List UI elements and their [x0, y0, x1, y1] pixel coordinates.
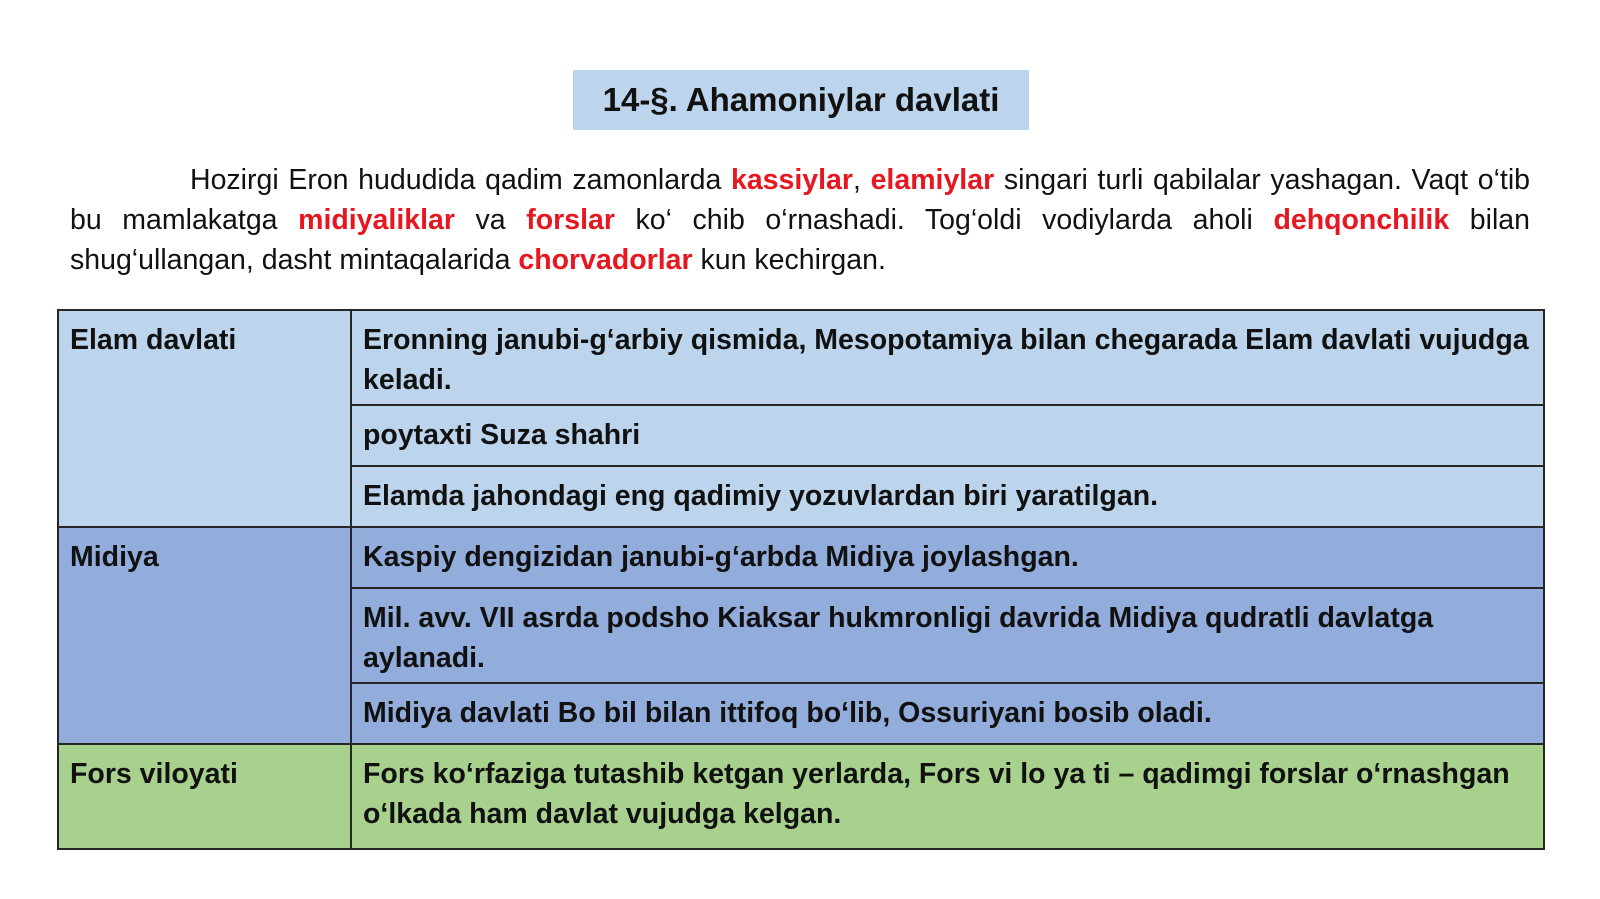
intro-highlight-dehqonchilik: dehqonchilik: [1273, 204, 1450, 236]
table-row: [58, 744, 1544, 849]
intro-highlight-forslar: forslar: [526, 204, 615, 236]
intro-text: Hozirgi Eron hududida qadim zamonlarda: [190, 164, 731, 196]
intro-highlight-elamiylar: elamiylar: [870, 164, 995, 196]
intro-highlight-kassiylar: kassiylar: [730, 164, 853, 196]
fact-cell: Midiya davlati Bo bil bilan ittifoq bo‘lib, Ossuriyani bosib oladi.: [351, 683, 1544, 744]
table-row: [58, 527, 1544, 588]
intro-text: singari turli qabilalar yashagan. Vaqt o‘tib bu mamlakatga: [70, 164, 1530, 236]
fact-cell: Kaspiy dengizidan janubi-g‘arbda Midiya joylashgan.: [351, 527, 1544, 588]
intro-text: ko‘ chib o‘rnashadi. Tog‘oldi vodiylarda aholi: [614, 204, 1274, 236]
state-name-cell: Elam davlati: [58, 310, 351, 527]
intro-highlight-chorvadorlar: chorvadorlar: [518, 244, 693, 276]
fact-cell: poytaxti Suza shahri: [351, 405, 1544, 466]
fact-cell: Elamda jahondagi eng qadimiy yozuvlardan biri yaratilgan.: [351, 466, 1544, 527]
intro-text: kun kechirgan.: [692, 244, 886, 276]
states-table: [57, 309, 1545, 850]
table-row: [58, 310, 1544, 405]
state-name-cell: Midiya: [58, 527, 351, 744]
page-title: 14-§. Ahamoniylar davlati: [573, 70, 1029, 130]
fact-cell: Fors ko‘rfaziga tutashib ketgan yerlarda, Fors vi lo ya ti – qadimgi forslar o‘rnashgan o‘lkada ham davlat vujudga kelgan.: [351, 744, 1544, 849]
intro-text: va: [454, 204, 527, 236]
intro-paragraph: [70, 160, 1530, 280]
fact-cell: Eronning janubi-g‘arbiy qismida, Mesopotamiya bilan chegarada Elam davlati vujudga keladi.: [351, 310, 1544, 405]
fact-cell: Mil. avv. VII asrda podsho Kiaksar hukmronligi davrida Midiya qudratli davlatga aylanadi.: [351, 588, 1544, 683]
intro-text: bilan shug‘ullangan, dasht mintaqalarida: [70, 204, 1531, 276]
intro-text: ,: [853, 164, 871, 196]
intro-highlight-midiyaliklar: midiyaliklar: [298, 204, 455, 236]
state-name-cell: Fors viloyati: [58, 744, 351, 849]
